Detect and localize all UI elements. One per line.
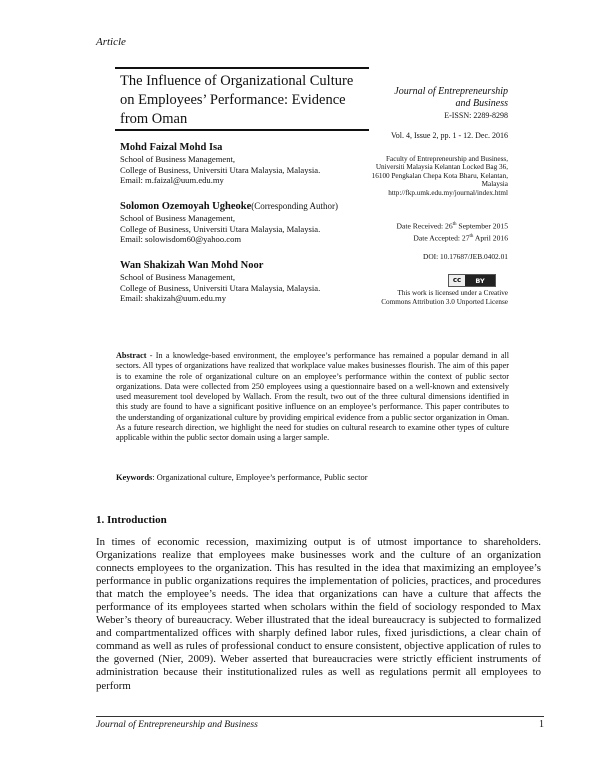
license-text: This work is licensed under a Creative Commons Attribution 3.0 Unported License: [381, 289, 508, 306]
abstract-label: Abstract: [116, 351, 147, 360]
cc-by-icon: BY: [475, 276, 485, 285]
doi: DOI: 10.17687/JEB.0402.01: [423, 252, 508, 261]
author-affiliation: College of Business, Universiti Utara Malaysia, Malaysia.: [120, 223, 321, 234]
cc-icon: cc: [449, 275, 465, 286]
footer-rule: [96, 716, 544, 717]
keywords: [116, 473, 509, 483]
page-number: 1: [539, 719, 544, 730]
author-email[interactable]: Email: m.faizal@uum.edu.my: [120, 175, 224, 186]
author-block-2: [120, 200, 380, 245]
author-name: Solomon Ozemoyah Ugheoke(Corresponding Author): [120, 201, 338, 212]
journal-issn: E-ISSN: 2289-8298: [444, 111, 508, 120]
author-affiliation: College of Business, Universiti Utara Malaysia, Malaysia.: [120, 164, 321, 175]
abstract: [116, 351, 509, 444]
keywords-label: Keywords: [116, 473, 153, 482]
author-email[interactable]: Email: solowisdom60@yahoo.com: [120, 234, 242, 245]
author-affiliation: College of Business, Universiti Utara Malaysia, Malaysia.: [120, 282, 321, 293]
author-block-3: [120, 259, 380, 304]
author-affiliation: School of Business Management,: [120, 213, 236, 223]
abstract-text: - In a knowledge-based environment, the employee’s performance has remained a popular demand in all sectors. All types of organizations have realized that workplace value makes businesses flourish. The aim of this paper is to examine the role of organizational culture on an employee’s performance within the context of public sector organizations. Data were collected from 250 employees using a questionnaire based on a well-known and extensively used measurement tool developed by Wallach. From the result, two out of the three cultural dimensions identified in this study are found to have a significant positive influence on an employee’s performance. This paper contributes to the understanding of organizational culture by providing empirical evidence from a public sector organization in Oman. As a future research direction, we highlight the need for studies on cultural research to examine other types of culture applicable within the public sector domain using a larger sample.: [116, 351, 509, 443]
date-received: Date Received: 26th September 2015: [396, 221, 508, 231]
author-email[interactable]: Email: shakizah@uum.edu.my: [120, 293, 227, 304]
journal-name: Journal of Entrepreneurship and Business: [394, 86, 508, 109]
title-bottom-rule: [115, 129, 369, 131]
paper-title: The Influence of Organizational Culture on Employees’ Performance: Evidence from Oman: [120, 73, 354, 127]
author-affiliation: School of Business Management,: [120, 154, 236, 164]
title-top-rule: [115, 67, 369, 69]
section-heading: 1. Introduction: [96, 514, 167, 526]
footer-journal-name: Journal of Entrepreneurship and Business: [96, 719, 258, 730]
creative-commons-badge[interactable]: [448, 274, 496, 287]
date-accepted: Date Accepted: 27th April 2016: [413, 233, 508, 243]
author-name: Wan Shakizah Wan Mohd Noor: [120, 260, 264, 271]
article-dates: [366, 220, 508, 243]
journal-faculty-address: Faculty of Entrepreneurship and Business, Universiti Malaysia Kelantan Locked Bag 36, 16100 Pengkalan Chepa Kota Bharu, Kelantan, Malaysia http://fkp.umk.edu.my/journal/index.html: [371, 155, 508, 197]
intro-paragraph: In times of economic recession, maximizing output is of utmost importance to shareholders. Organizations realize that employees make businesses work and the culture of an organization connects employees to the organization. This has resulted in the idea that maximizing an employee’s performance in public organizations requires the implementation of policies, practices, and procedures that match the employee’s needs. The idea that organizations can have a culture that affects the performance of its employees started when scholars within the field of sociology responded to Max Weber’s theory of bureaucracy. Weber illustrated that the ideal bureaucracy is subjected to formalized and compartmentalized offices with sharply defined labor rules, fixed jurisdictions, a clear chain of command as well as rules of professional conduct to ensure consistent, objective application of rules to the governed (Nier, 2009). Weber asserted that bureaucracies were strictly efficient instruments of administration because their institutionalized rules as well as regulations permit all employees to perform: [96, 536, 541, 692]
author-name: Mohd Faizal Mohd Isa: [120, 142, 223, 153]
author-block-1: [120, 141, 380, 186]
keywords-text: : Organizational culture, Employee’s performance, Public sector: [152, 473, 368, 482]
article-label: Article: [96, 36, 126, 48]
author-affiliation: School of Business Management,: [120, 272, 236, 282]
journal-volume: Vol. 4, Issue 2, pp. 1 - 12. Dec. 2016: [391, 131, 508, 140]
